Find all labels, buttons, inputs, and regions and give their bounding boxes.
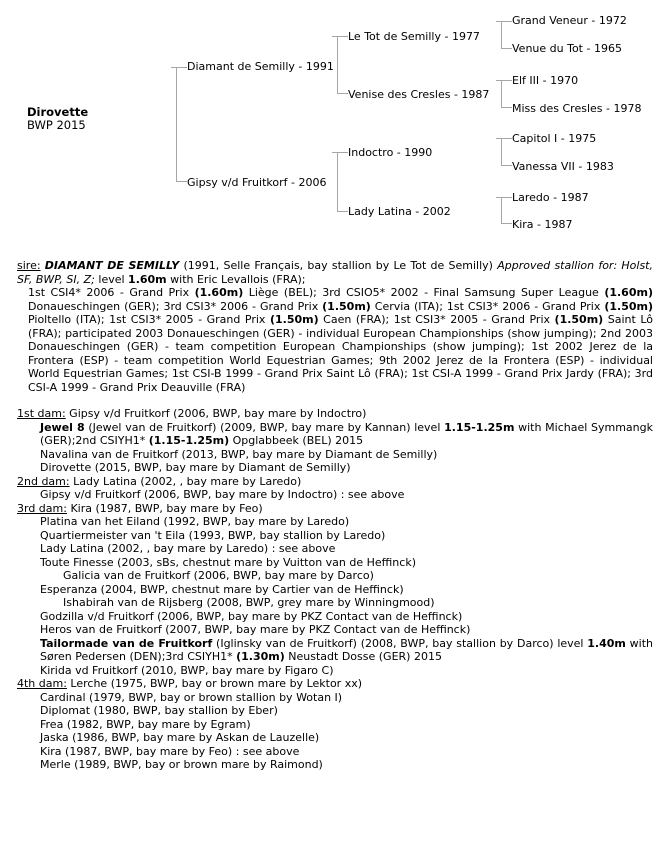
subject-name: Dirovette bbox=[27, 105, 89, 119]
dam3-offspring-tailormade-segment: with Søren Pedersen (DEN);3rd CSIYH1* bbox=[40, 636, 653, 663]
dam3-offspring-tailormade-segment: Tailormade van de Fruitkorf bbox=[40, 636, 213, 650]
tree-connector-lady-latina-parents bbox=[501, 197, 512, 224]
pedigree-node-dam-dam: Lady Latina - 2002 bbox=[348, 205, 451, 218]
dam3-offspring-kirida bbox=[17, 664, 653, 678]
sire-heading-segment: Approved stallion for: Holst, SF, BWP, SI, Z; bbox=[17, 259, 653, 286]
pedigree-node-sire-dam: Venise des Cresles - 1987 bbox=[348, 88, 490, 101]
sire-heading-segment: level bbox=[94, 272, 129, 286]
dam4-heading-segment: 4th dam: bbox=[17, 677, 67, 690]
dam1-offspring-navalina bbox=[17, 448, 653, 462]
pedigree-subject bbox=[27, 106, 88, 132]
pedigree-node-gen4-2: Venue du Tot - 1965 bbox=[512, 42, 622, 55]
sire-results-segment: (1.50m) bbox=[554, 313, 604, 326]
dam3-offspring-godzilla-segment: Godzilla v/d Fruitkorf (2006, BWP, bay mare by PKZ Contact van de Heffinck) bbox=[40, 609, 463, 623]
dam3-offspring-heros-segment: Heros van de Fruitkorf (2007, BWP, bay mare by PKZ Contact van de Heffinck) bbox=[40, 623, 471, 636]
pedigree-node-sire-sire: Le Tot de Semilly - 1977 bbox=[348, 30, 480, 43]
pedigree-node-sire: Diamant de Semilly - 1991 bbox=[187, 60, 334, 73]
dam4-offspring-kira-segment: Kira (1987, BWP, bay mare by Feo) : see above bbox=[40, 744, 300, 758]
pedigree-node-gen4-3: Elf III - 1970 bbox=[512, 74, 579, 87]
dam3-granddaughter-galicia-segment: Galicia van de Fruitkorf (2006, BWP, bay mare by Darco) bbox=[63, 569, 374, 582]
dam3-offspring-tailormade-segment: (Iglinsky van de Fruitkorf) (2008, BWP, bay stallion by Darco) level bbox=[212, 636, 588, 650]
dam2-offspring-gipsy-segment: Gipsy v/d Fruitkorf (2006, BWP, bay mare by Indoctro) : see above bbox=[40, 488, 405, 501]
dam1-offspring-jewel-8-segment: 1.15-1.25m bbox=[444, 420, 515, 434]
sire-heading-segment: DIAMANT DE SEMILLY bbox=[44, 259, 180, 272]
dam1-offspring-jewel-8-segment: (Jewel van de Fruitkorf) (2009, BWP, bay mare by Kannan) level bbox=[84, 420, 445, 434]
pedigree-node-gen4-6: Vanessa VII - 1983 bbox=[512, 160, 614, 173]
sire-heading-segment: sire: bbox=[17, 259, 41, 272]
sire-heading-segment: with Eric Levallois (FRA); bbox=[166, 272, 306, 286]
pedigree-text bbox=[0, 259, 670, 772]
dam3-offspring-toute-finesse bbox=[17, 556, 653, 570]
dam3-granddaughter-galicia bbox=[17, 569, 653, 583]
dam3-heading-segment: 3rd dam: bbox=[17, 501, 67, 515]
dam3-offspring-platina bbox=[17, 515, 653, 529]
sire-heading bbox=[17, 259, 653, 286]
tree-connector-indoctro-parents bbox=[501, 138, 512, 166]
dam1-heading-segment: 1st dam: bbox=[17, 407, 66, 420]
dam1-offspring-jewel-8-segment: Jewel 8 bbox=[40, 420, 85, 434]
dam1-heading bbox=[17, 407, 653, 421]
sire-results-segment: Pioltello (ITA); 1st CSI3* 2005 - Grand Prix bbox=[28, 313, 270, 326]
dam4-offspring-frea bbox=[17, 718, 653, 732]
pedigree-node-dam-sire: Indoctro - 1990 bbox=[348, 146, 433, 159]
dam3-offspring-tailormade-segment: (1.30m) bbox=[236, 650, 285, 663]
dam4-offspring-cardinal-segment: Cardinal (1979, BWP, bay or brown stallion by Wotan I) bbox=[40, 690, 343, 704]
sire-results-segment: Donaueschingen (GER); 3rd CSI3* 2006 - Grand Prix bbox=[28, 299, 323, 313]
tree-connector-gen2 bbox=[176, 67, 187, 182]
sire-results-segment: (1.50m) bbox=[322, 299, 371, 313]
sire-results-segment: (1.50m) bbox=[604, 299, 653, 313]
dam1-offspring-dirovette bbox=[17, 461, 653, 475]
dam3-offspring-quartiermeister bbox=[17, 529, 653, 543]
sire-results-segment: (1.50m) bbox=[269, 313, 319, 326]
dam4-offspring-cardinal bbox=[17, 691, 653, 705]
dam4-offspring-jaska-segment: Jaska (1986, BWP, bay mare by Askan de Lauzelle) bbox=[40, 731, 320, 744]
dam3-offspring-quartiermeister-segment: Quartiermeister van 't Eila (1993, BWP, bay stallion by Laredo) bbox=[40, 528, 386, 542]
subject-registry: BWP 2015 bbox=[27, 118, 86, 132]
sire-results-segment: Caen (FRA); 1st CSI3* 2005 - Grand Prix bbox=[318, 313, 555, 326]
sire-results-segment: Liège (BEL); 3rd CSIO5* 2002 - Final Samsung Super League bbox=[243, 286, 605, 299]
pedigree-node-gen4-5: Capitol I - 1975 bbox=[512, 132, 597, 145]
sire-results-segment: Cervia (ITA); 1st CSI3* 2006 - Grand Prix bbox=[370, 299, 605, 313]
dam3-offspring-esperanza-segment: Esperanza (2004, BWP, chestnut mare by Cartier van de Heffinck) bbox=[40, 582, 404, 596]
tree-connector-le-tot-parents bbox=[501, 21, 512, 49]
pedigree-node-gen4-4: Miss des Cresles - 1978 bbox=[512, 102, 642, 115]
dam3-offspring-toute-finesse-segment: Toute Finesse (2003, sBs, chestnut mare by Vuitton van de Heffinck) bbox=[40, 555, 416, 569]
dam3-offspring-tailormade bbox=[17, 637, 653, 664]
dam3-offspring-godzilla bbox=[17, 610, 653, 624]
dam3-offspring-lady-latina bbox=[17, 542, 653, 556]
sire-results-segment: Saint Lô (FRA); participated 2003 Donaueschingen (GER) - individual European Championships (show jumping); 2nd 2003 Donaueschingen (GER) - team competition European Championships (show jumping); 1st 2002 Jerez de la Frontera (ESP) - team competition World Equestrian Games; 9th 2002 Jerez de la Frontera (ESP) - individual World Equestrian Games; 1st CSI-B 1999 - Grand Prix Saint Lô (FRA); 1st CSI-A 1999 - Grand Prix Jardy (FRA); 3rd CSI-A 1999 - Grand Prix Deauville (FRA) bbox=[28, 313, 653, 394]
pedigree-tree bbox=[0, 0, 670, 259]
dam3-heading-segment: Kira (1987, BWP, bay mare by Feo) bbox=[66, 501, 263, 515]
dam4-offspring-jaska bbox=[17, 731, 653, 745]
pedigree-node-gen4-8: Kira - 1987 bbox=[512, 218, 573, 231]
sire-results-segment: (1.60m) bbox=[194, 286, 244, 299]
dam4-offspring-kira bbox=[17, 745, 653, 759]
dam3-granddaughter-ishabirah bbox=[17, 596, 653, 610]
dam1-offspring-dirovette-segment: Dirovette (2015, BWP, bay mare by Diamant de Semilly) bbox=[40, 461, 351, 474]
dam4-offspring-diplomat-segment: Diplomat (1980, BWP, bay stallion by Eber) bbox=[40, 704, 278, 717]
dam3-offspring-lady-latina-segment: Lady Latina (2002, , bay mare by Laredo) : see above bbox=[40, 542, 336, 555]
pedigree-node-dam: Gipsy v/d Fruitkorf - 2006 bbox=[187, 176, 327, 189]
dam3-offspring-kirida-segment: Kirida vd Fruitkorf (2010, BWP, bay mare by Figaro C) bbox=[40, 663, 334, 677]
dam1-offspring-navalina-segment: Navalina van de Fruitkorf (2013, BWP, bay mare by Diamant de Semilly) bbox=[40, 447, 438, 461]
dam3-granddaughter-ishabirah-segment: Ishabirah van de Rijsberg (2008, BWP, grey mare by Winningmood) bbox=[63, 596, 435, 609]
dam4-offspring-merle-segment: Merle (1989, BWP, bay or brown mare by Raimond) bbox=[40, 758, 323, 771]
dam3-offspring-heros bbox=[17, 623, 653, 637]
sire-results bbox=[17, 286, 653, 394]
sire-results-segment: (1.60m) bbox=[604, 286, 653, 299]
pedigree-node-gen4-1: Grand Veneur - 1972 bbox=[512, 14, 627, 27]
tree-connector-dam-parents bbox=[337, 152, 348, 212]
dam3-offspring-tailormade-segment: 1.40m bbox=[587, 636, 626, 650]
pedigree-node-gen4-7: Laredo - 1987 bbox=[512, 191, 589, 204]
dam1-heading-segment: Gipsy v/d Fruitkorf (2006, BWP, bay mare by Indoctro) bbox=[65, 407, 367, 420]
dam3-offspring-esperanza bbox=[17, 583, 653, 597]
dam2-heading-segment: Lady Latina (2002, , bay mare by Laredo) bbox=[69, 474, 302, 488]
sire-heading-segment: (1991, Selle Français, bay stallion by Le Tot de Semilly) bbox=[179, 259, 498, 272]
sire-heading-segment: 1.60m bbox=[128, 272, 167, 286]
dam1-offspring-jewel-8-segment: Opglabbeek (BEL) 2015 bbox=[229, 434, 364, 447]
dam2-offspring-gipsy bbox=[17, 488, 653, 502]
dam2-heading-segment: 2nd dam: bbox=[17, 474, 70, 488]
tree-connector-venise-parents bbox=[501, 80, 512, 108]
dam2-heading bbox=[17, 475, 653, 489]
dam4-heading bbox=[17, 677, 653, 691]
dam4-heading-segment: Lerche (1975, BWP, bay or brown mare by Lektor xx) bbox=[66, 677, 363, 690]
dam1-offspring-jewel-8 bbox=[17, 421, 653, 448]
dam1-offspring-jewel-8-segment: (1.15-1.25m) bbox=[148, 434, 230, 447]
dam3-heading bbox=[17, 502, 653, 516]
tree-connector-sire-parents bbox=[337, 36, 348, 94]
sire-results-segment: 1st CSI4* 2006 - Grand Prix bbox=[28, 286, 195, 299]
dam1-offspring-jewel-8-segment: with Michael Symmangk (GER);2nd CSIYH1* bbox=[40, 420, 653, 447]
dam4-offspring-frea-segment: Frea (1982, BWP, bay mare by Egram) bbox=[40, 717, 251, 731]
dam3-offspring-tailormade-segment: Neustadt Dosse (GER) 2015 bbox=[284, 650, 442, 663]
dam3-offspring-platina-segment: Platina van het Eiland (1992, BWP, bay mare by Laredo) bbox=[40, 515, 350, 528]
dam4-offspring-merle bbox=[17, 758, 653, 772]
dam4-offspring-diplomat bbox=[17, 704, 653, 718]
